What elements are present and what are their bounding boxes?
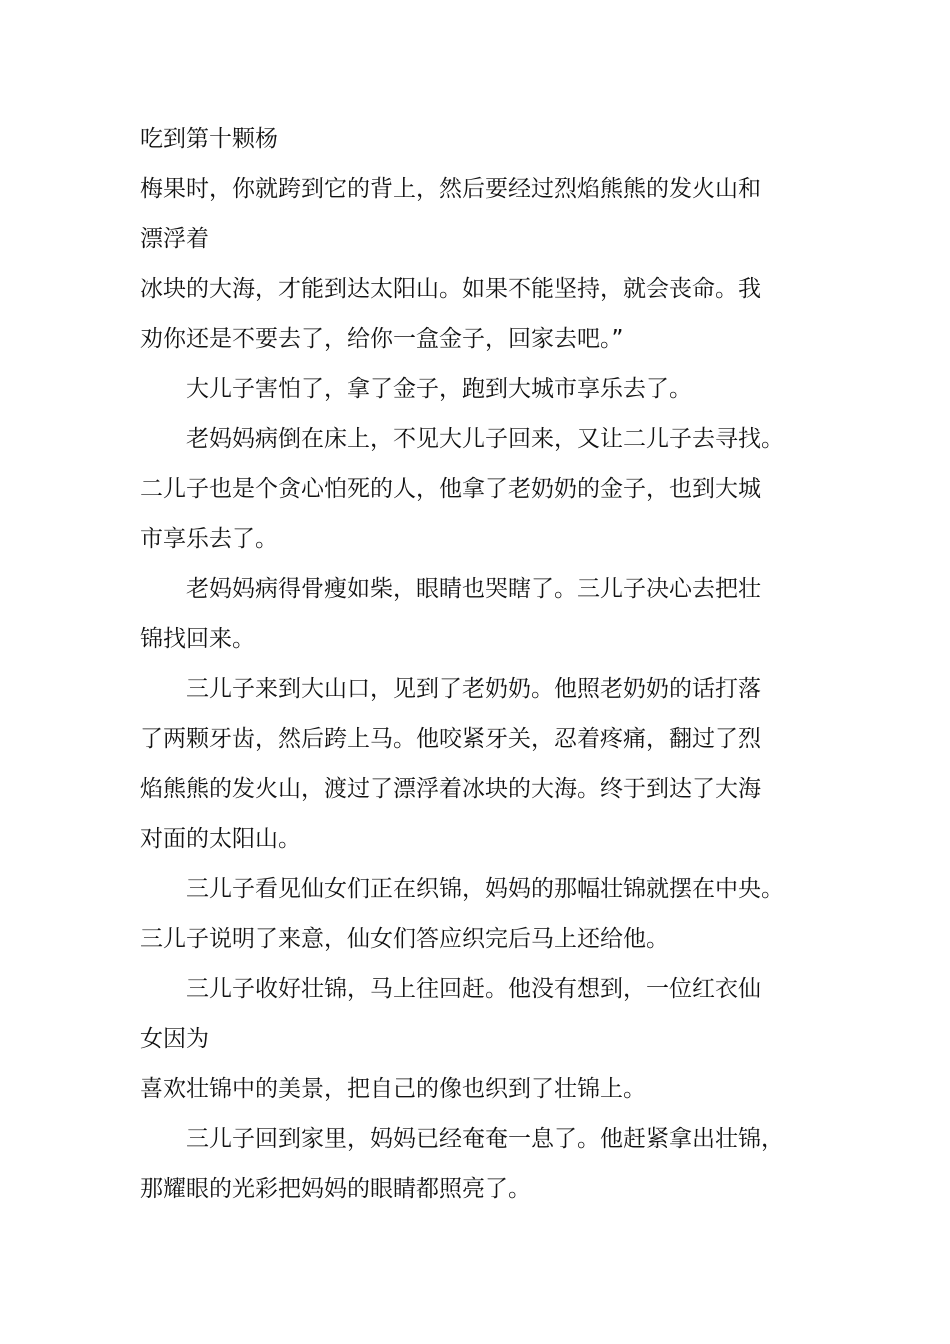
text-line-7: 老妈妈病倒在床上，不见大儿子回来，又让二儿子去寻找。	[186, 426, 784, 452]
text-line-21: 三儿子回到家里，妈妈已经奄奄一息了。他赶紧拿出壮锦，	[186, 1126, 784, 1152]
text-line-11: 锦找回来。	[140, 626, 255, 652]
text-line-15: 对面的太阳山。	[140, 826, 301, 852]
story-text	[140, 114, 820, 1214]
text-line-10: 老妈妈病得骨瘦如柴，眼睛也哭瞎了。三儿子决心去把壮	[186, 576, 761, 602]
text-line-1: 吃到第十颗杨	[140, 126, 278, 152]
text-line-6: 大儿子害怕了，拿了金子，跑到大城市享乐去了。	[186, 376, 692, 402]
text-line-16: 三儿子看见仙女们正在织锦，妈妈的那幅壮锦就摆在中央。	[186, 876, 784, 902]
text-line-5: 劝你还是不要去了，给你一盒金子，回家去吧。”	[140, 326, 624, 352]
text-line-13: 了两颗牙齿，然后跨上马。他咬紧牙关，忍着疼痛，翻过了烈	[140, 726, 761, 752]
text-line-3: 漂浮着	[140, 226, 209, 252]
text-line-2: 梅果时，你就跨到它的背上，然后要经过烈焰熊熊的发火山和	[140, 176, 761, 202]
text-line-14: 焰熊熊的发火山，渡过了漂浮着冰块的大海。终于到达了大海	[140, 776, 761, 802]
text-line-4: 冰块的大海，才能到达太阳山。如果不能坚持，就会丧命。我	[140, 276, 761, 302]
text-line-17: 三儿子说明了来意，仙女们答应织完后马上还给他。	[140, 926, 669, 952]
text-line-20: 喜欢壮锦中的美景，把自己的像也织到了壮锦上。	[140, 1076, 646, 1102]
text-line-18: 三儿子收好壮锦，马上往回赶。他没有想到，一位红衣仙	[186, 976, 761, 1002]
text-line-12: 三儿子来到大山口，见到了老奶奶。他照老奶奶的话打落	[186, 676, 761, 702]
text-line-9: 市享乐去了。	[140, 526, 278, 552]
text-line-22: 那耀眼的光彩把妈妈的眼睛都照亮了。	[140, 1176, 531, 1202]
text-line-19: 女因为	[140, 1026, 209, 1052]
text-line-8: 二儿子也是个贪心怕死的人，他拿了老奶奶的金子，也到大城	[140, 476, 761, 502]
